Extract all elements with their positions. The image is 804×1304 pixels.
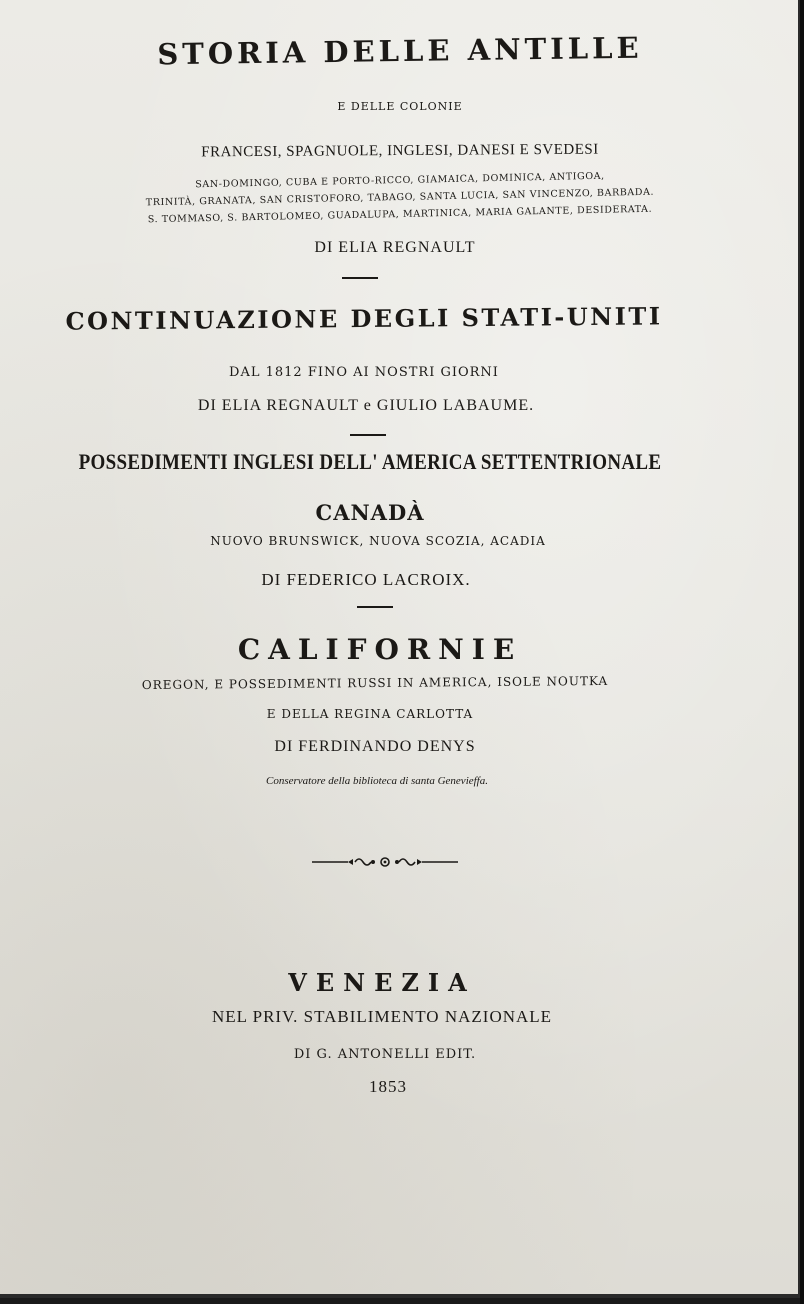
section-author-role: Conservatore della biblioteca di santa Genevieffa. xyxy=(266,775,488,787)
author-elia-regnault: DI ELIA REGNAULT xyxy=(314,239,476,256)
imprint-editor: DI G. ANTONELLI EDIT. xyxy=(293,1047,477,1062)
section-author-denys: DI FERDINANDO DENYS xyxy=(274,738,476,755)
subtitle-colonies: E DELLE COLONIE xyxy=(337,100,463,113)
imprint-publisher-line: NEL PRIV. STABILIMENTO NAZIONALE xyxy=(211,1007,553,1026)
page-edge-shadow xyxy=(800,0,804,1304)
section-title-canada: CANADÀ xyxy=(315,500,425,525)
imprint-year: 1853 xyxy=(369,1077,407,1096)
section-title-stati-uniti: CONTINUAZIONE DEGLI STATI-UNITI xyxy=(65,301,663,336)
section-author-lacroix: DI FEDERICO LACROIX. xyxy=(261,570,471,589)
main-title: STORIA DELLE ANTILLE xyxy=(157,30,643,72)
section-subtitle-dates: DAL 1812 FINO AI NOSTRI GIORNI xyxy=(229,365,499,380)
section-subtitle-provinces: NUOVO BRUNSWICK, NUOVA SCOZIA, ACADIA xyxy=(210,534,546,548)
section-title-possedimenti: POSSEDIMENTI INGLESI DELL' AMERICA SETTENTRIONALE xyxy=(78,450,662,475)
ornament-divider-icon xyxy=(310,852,460,872)
places-line-3: S. TOMMASO, S. BARTOLOMEO, GUADALUPA, MARTINICA, MARIA GALANTE, DESIDERATA. xyxy=(147,203,653,226)
section-subtitle-oregon: OREGON, E POSSEDIMENTI RUSSI IN AMERICA, ISOLE NOUTKA xyxy=(141,673,609,693)
rule-divider-2 xyxy=(350,434,386,436)
section-authors-regnault-labaume: DI ELIA REGNAULT e GIULIO LABAUME. xyxy=(197,397,535,414)
rule-divider-3 xyxy=(357,606,393,608)
section-title-californie: CALIFORNIE xyxy=(237,633,523,666)
section-subtitle-carlotta: E DELLA REGINA CARLOTTA xyxy=(266,707,474,721)
subtitle-nations: FRANCESI, SPAGNUOLE, INGLESI, DANESI E SVEDESI xyxy=(201,141,599,161)
imprint-city: VENEZIA xyxy=(288,968,476,997)
places-line-2: TRINITÀ, GRANATA, SAN CRISTOFORO, TABAGO, SANTA LUCIA, SAN VINCENZO, BARBADA. xyxy=(145,186,655,209)
places-line-1: SAN-DOMINGO, CUBA E PORTO-RICCO, GIAMAICA, DOMINICA, ANTIGOA, xyxy=(195,170,605,191)
rule-divider-1 xyxy=(342,277,378,279)
